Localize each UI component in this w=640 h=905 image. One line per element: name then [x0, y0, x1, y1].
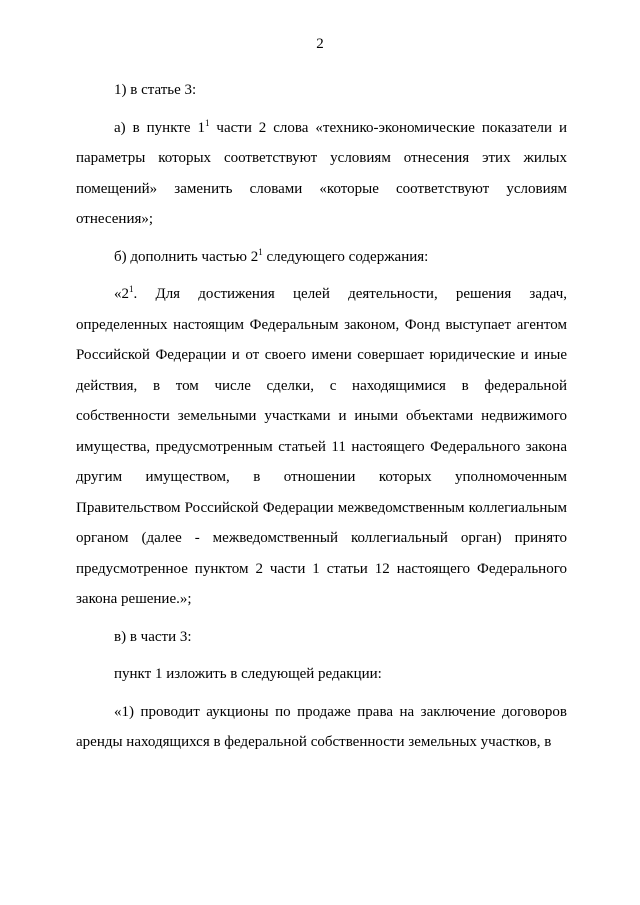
paragraph-item-b — [76, 242, 567, 273]
paragraph-text: части 2 слова «технико-экономические показатели и параметры которых соответствуют условиям отнесения этих жилых помещений» заменить словами «которые соответствуют условиям отнесения»; — [76, 119, 568, 227]
paragraph-text: . Для достижения целей деятельности, решения задач, определенных настоящим Федеральным законом, Фонд выступает агентом Российской Федерации и от своего имени совершает юридические и иные действия, в том числе сделки, с находящимися в федеральной собственности земельными участками и иными объектами недвижимого имущества, предусмотренным статьей 11 настоящего Федерального закона другим имуществом, в отношении которых уполномоченным Правительством Российской Федерации межведомственным коллегиальным органом (далее - межведомственный коллегиальный орган) принято предусмотренное пунктом 2 части 1 статьи 12 настоящего Федерального закона решение.»; — [76, 286, 567, 607]
page-number: 2 — [316, 36, 324, 52]
paragraph-text: а) в пункте 1 — [114, 119, 205, 136]
paragraph-text: следующего содержания: — [262, 248, 429, 265]
paragraph-item-v: в) в части 3: — [114, 628, 192, 645]
paragraph-part-2-1 — [76, 279, 567, 615]
superscript: 1 — [204, 117, 210, 128]
superscript: 1 — [129, 284, 134, 294]
paragraph-text: «2 — [114, 286, 129, 302]
paragraph-item-a — [76, 113, 567, 235]
paragraph-point-1-text: «1) проводит аукционы по продаже права на заключение договоров аренды находящихся в федеральной собственности земельных участков, в — [76, 703, 567, 750]
paragraph-text: б) дополнить частью 2 — [114, 248, 259, 265]
paragraph-point-1-intro: пункт 1 изложить в следующей редакции: — [114, 666, 382, 682]
paragraph-article-3: 1) в статье 3: — [114, 82, 197, 98]
superscript: 1 — [258, 246, 263, 257]
document-body — [76, 75, 567, 758]
